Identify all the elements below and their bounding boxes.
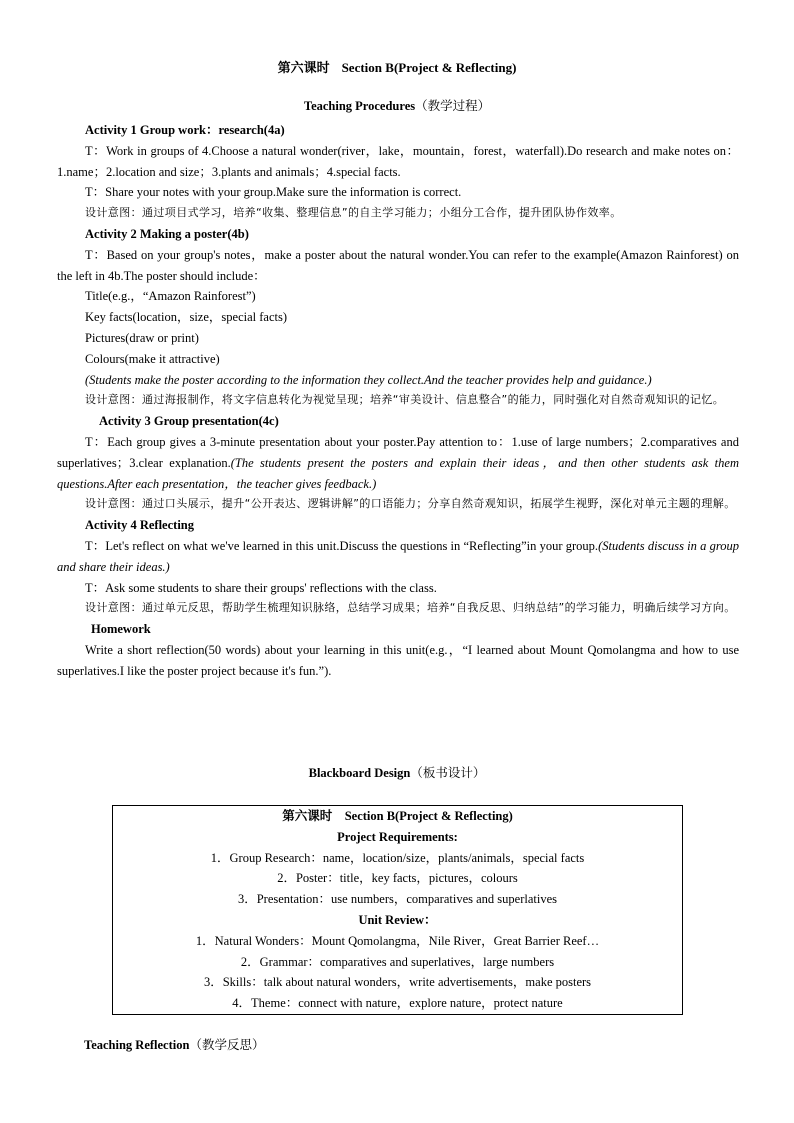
activity4-italic-note: (Students discuss in a group and share their ideas.) (57, 538, 740, 574)
board-title: 第六课时 Section B(Project & Reflecting) (282, 809, 513, 823)
lesson-title (0, 58, 794, 79)
blackboard-title-en: Blackboard Design (308, 766, 411, 780)
activity2-design-note: 设计意图：通过海报制作，将文字信息转化为视觉呈现；培养“审美设计、信息整合”的能力，同时强化对自然奇观知识的记忆。 (85, 393, 725, 407)
activity3-italic-note: (The students present the posters and explain their ideas，and then other students ask them questions.After each presentation，the teacher gives feedback.) (57, 455, 739, 491)
activity3-heading: Activity 3 Group presentation(4c) (99, 414, 279, 429)
poster-item-colours: Colours(make it attractive) (85, 351, 220, 366)
blackboard-box (112, 805, 683, 1015)
board-requirement-item: 2．Poster：title，key facts，pictures，colours (277, 871, 518, 886)
reflection-title-en: Teaching Reflection (84, 1038, 190, 1052)
board-review-item: 2．Grammar：comparatives and superlatives，large numbers (240, 954, 555, 969)
activity1-line1: T：Work in groups of 4.Choose a natural wonder(river，lake，mountain，forest，waterfall).Do research and make notes on：1.name；2.location and size；3.plants and animals；4.special facts. (57, 143, 739, 179)
lesson-number: 第六课时 (277, 60, 330, 75)
activity1-heading: Activity 1 Group work：research(4a) (85, 123, 285, 137)
activity3-instructions: T：Each group gives a 3-minute presentation about your poster.Pay attention to：1.use of large numbers；2.comparatives and superlatives；3.clear explanation. (57, 434, 739, 470)
activity4-line2: T：Ask some students to share their groups' reflections with the class. (85, 580, 437, 595)
board-requirement-item: 3．Presentation：use numbers，comparatives and superlatives (237, 892, 558, 907)
activity2-heading: Activity 2 Making a poster(4b) (85, 226, 249, 241)
activity4-design-note: 设计意图：通过单元反思，帮助学生梳理知识脉络，总结学习成果；培养“自我反思、归纳总结”的学习能力，明确后续学习方向。 (85, 601, 736, 615)
activity4-line1 (57, 536, 739, 578)
activity4-instructions: T：Let's reflect on what we've learned in this unit.Discuss the questions in “Reflecting”in your group. (85, 538, 599, 553)
activity1-line2: T：Share your notes with your group.Make sure the information is correct. (85, 185, 462, 200)
procedures-title (0, 96, 794, 117)
board-review-item: 3．Skills：talk about natural wonders，write advertisements，make posters (203, 975, 592, 990)
section-name: Section B(Project & Reflecting) (341, 60, 517, 75)
activity3-design-note: 设计意图：通过口头展示，提升“公开表达、逻辑讲解”的口语能力；分享自然奇观知识，拓展学生视野，深化对单元主题的理解。 (85, 497, 736, 511)
activity3-line1 (57, 432, 739, 494)
activity2-italic-note: (Students make the poster according to the information they collect.And the teacher provides help and guidance.) (85, 372, 652, 387)
procedures-body (57, 120, 739, 682)
blackboard-title-zh: （板书设计） (410, 766, 486, 780)
board-review-item: 4．Theme：connect with nature，explore nature，protect nature (232, 996, 563, 1011)
board-requirements-heading: Project Requirements: (337, 829, 458, 844)
poster-item-title: Title(e.g.，“Amazon Rainforest”) (85, 289, 256, 304)
homework-heading: Homework (91, 622, 151, 637)
reflection-title-zh: （教学反思） (189, 1038, 265, 1052)
activity4-heading: Activity 4 Reflecting (85, 518, 194, 533)
procedures-title-en: Teaching Procedures (303, 99, 416, 113)
board-review-heading: Unit Review： (358, 912, 437, 927)
activity2-line1: T：Based on your group's notes，make a poster about the natural wonder.You can refer to the example(Amazon Rainforest) on the left in 4b.The poster should include： (57, 247, 739, 283)
activity1-design-note: 设计意图：通过项目式学习，培养“收集、整理信息”的自主学习能力；小组分工合作，提升团队协作效率。 (85, 206, 622, 220)
poster-item-facts: Key facts(location，size，special facts) (85, 310, 287, 325)
board-review-item: 1．Natural Wonders：Mount Qomolangma，Nile River，Great Barrier Reef… (195, 933, 600, 948)
procedures-title-zh: （教学过程） (415, 99, 491, 113)
board-requirement-item: 1．Group Research：name，location/size，plants/animals，special facts (210, 850, 585, 865)
reflection-title (84, 1035, 264, 1056)
homework-text: Write a short reflection(50 words) about your learning in this unit(e.g.，“I learned about Mount Qomolangma and how to use superlatives.I like the poster project because it's fun.”). (57, 642, 739, 678)
blackboard-title (0, 763, 794, 784)
poster-item-pictures: Pictures(draw or print) (85, 330, 199, 345)
